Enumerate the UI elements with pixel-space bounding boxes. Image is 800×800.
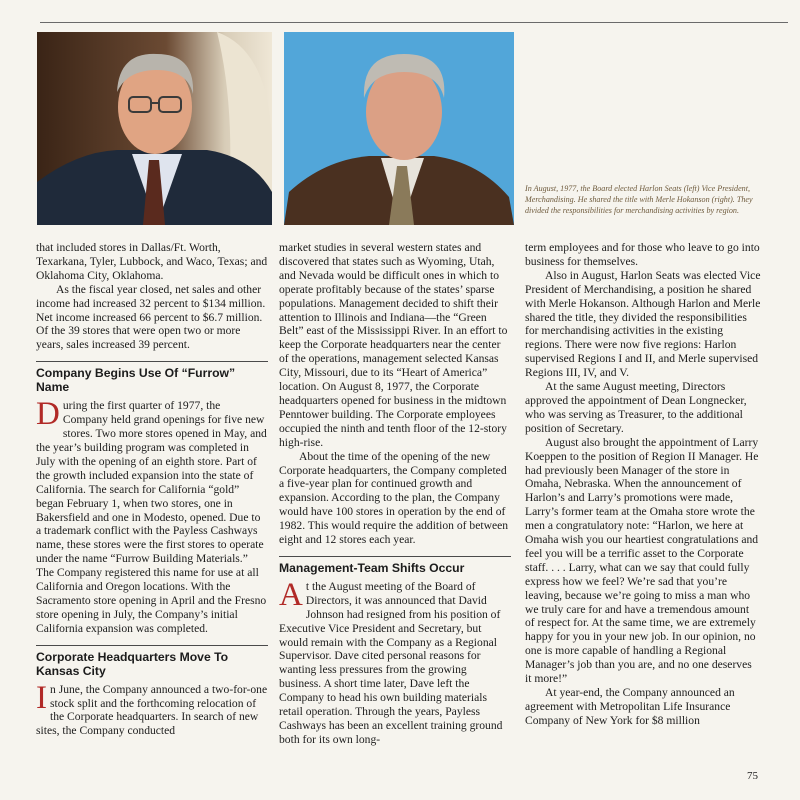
paragraph: Also in August, Harlon Seats was elected Vice President of Merchandising, a position he shared with Merle Hokanson. Although Harlon and Merle shared the title, they divided the responsibilities for merchandising activities in the existing regions. There were now five regions: Harlon supervised Regions I and II, and Merle supervised Regions III, IV, and V. bbox=[525, 268, 761, 380]
paragraph: As the fiscal year closed, net sales and other income had increased 32 percent to $134 million. Net income increased 66 percent to $6.7 million. Of the 39 stores that were open two or more years, sales increased 39 percent. bbox=[36, 282, 266, 352]
column-1 bbox=[36, 241, 268, 738]
section-heading: Corporate Headquarters Move To Kansas City bbox=[36, 645, 268, 678]
paragraph: term employees and for those who leave to go into business for themselves. bbox=[525, 241, 760, 268]
paragraph: market studies in several western states and discovered that states such as Wyoming, Utah, and Nevada would be difficult ones in which to operate profitably because of the states’ sparse populations. Management decided to shift their attention to Illinois and Indiana—the “Green Belt” east of the Mississippi River. In an effort to keep the Corporate headquarters near the center of the operations, management selected Kansas City, Missouri, due to its “Heart of America” location. On August 8, 1977, the Corporate headquarters opened for business in the midtown Penntower building. The Corporate employees occupied the ninth and tenth floor of the 12-story high-rise. bbox=[279, 241, 508, 449]
drop-cap: I bbox=[36, 679, 47, 716]
drop-cap: A bbox=[279, 576, 303, 613]
paragraph: During the first quarter of 1977, the Company held grand openings for five new stores. Two more stores opened in May, and the year’s building program was completed in July with the opening of an eighth store. Part of the growth included expansion into the state of California. The search for California “gold” began February 1, when two stores, one in Bakersfield and one in Modesto, opened. Due to a trademark conflict with the Payless Cashways name, these stores were the first stores to operate under the name “Furrow Building Materials.” The Company registered this name for use at all California and Oregon locations. With the Sacramento store opening in April and the Fresno store opening in July, the Company’s initial California expansion was completed. bbox=[36, 396, 267, 635]
paragraph: About the time of the opening of the new Corporate headquarters, the Company completed a five-year plan for continued growth and expansion. According to the plan, the Company would have 100 stores in operation by the end of 1982. This would require the addition of between eight and 12 stores each year. bbox=[279, 449, 509, 547]
paragraph: that included stores in Dallas/Ft. Worth, Texarkana, Tyler, Lubbock, and Waco, Texas; and Oklahoma City, Oklahoma. bbox=[36, 241, 268, 282]
paragraph: At the same August meeting, Directors approved the appointment of Dean Longnecker, who was serving as Treasurer, to the additional position of Secretary. bbox=[525, 380, 747, 435]
page-number: 75 bbox=[747, 770, 758, 782]
column-3 bbox=[525, 241, 761, 728]
column-2 bbox=[279, 241, 511, 747]
photo-caption: In August, 1977, the Board elected Harlon Seats (left) Vice President, Merchandising. He shared the title with Merle Hokanson (right). They divided the responsibilities for merchandising activities by region. bbox=[525, 184, 753, 215]
drop-cap: D bbox=[36, 396, 60, 433]
paragraph: At year-end, the Company announced an agreement with Metropolitan Life Insurance Company of New York for $8 million bbox=[525, 686, 735, 727]
section-heading: Company Begins Use Of “Furrow” Name bbox=[36, 361, 268, 394]
section-heading: Management-Team Shifts Occur bbox=[279, 556, 511, 575]
paragraph: At the August meeting of the Board of Directors, it was announced that David Johnson had resigned from his position of Executive Vice President and Secretary, but would remain with the Company as a Regional Supervisor. Dave cited personal reasons for wanting less pressures from the growing business. A short time later, Dave left the Company to head his own building materials retail operation. Through the years, Payless Cashways has been an excellent training ground both for its own long- bbox=[279, 576, 503, 746]
paragraph: In June, the Company announced a two-for-one stock split and the forthcoming relocation of the Corporate headquarters. In search of new sites, the Company conducted bbox=[36, 679, 268, 738]
photo-merle-hokanson bbox=[284, 32, 514, 225]
photo-harlon-seats bbox=[37, 32, 272, 225]
top-rule bbox=[40, 22, 788, 23]
paragraph: August also brought the appointment of Larry Koeppen to the position of Region II Manager. He had previously been Manager of the store in Omaha, Nebraska. When the announcement of Harlon’s and Larry’s promotions were made, Larry’s former team at the Omaha store wrote the men a congratulatory note: “Harlon, we here at Omaha wish you our heartiest congratulations and feel you will be a terrific asset to the Corporate staff. . . . Larry, what can we say that could fully express how we feel? We’re sad that you’re leaving, because we’re going to miss a man who we truly care for and have a tremendous amount of respect for. At the same time, we are extremely happy for you in your new job. In our opinion, no one is more capable of handling a Regional Manager’s job than you are, and no one deserves it more!” bbox=[525, 435, 759, 686]
